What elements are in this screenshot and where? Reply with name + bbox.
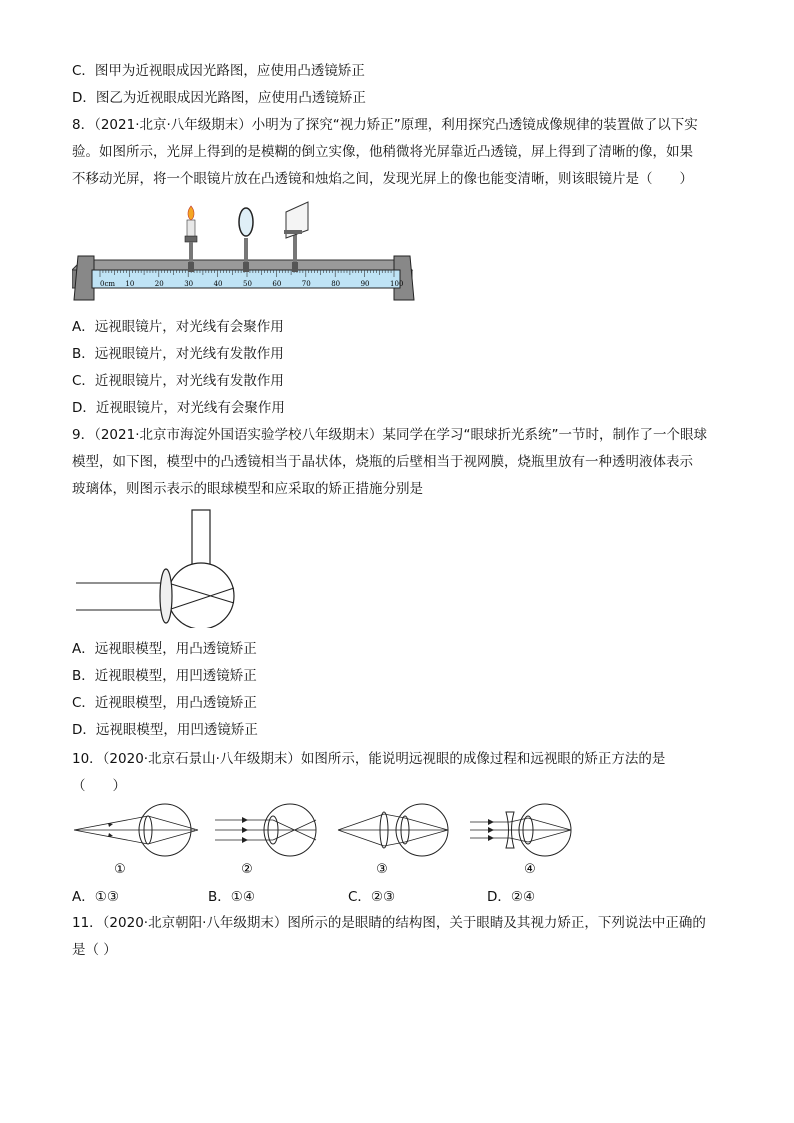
ruler-tick-label: 30: [184, 280, 194, 288]
figure-label-1: ①: [114, 862, 126, 877]
ruler-tick-label: 10: [125, 280, 135, 288]
q8-stem-line2: 验。如图所示，光屏上得到的是模糊的倒立实像，他稍微将光屏靠近凸透镜，屏上得到了清晰的像，如果: [72, 144, 693, 160]
ruler-tick-label: 40: [213, 280, 223, 288]
ruler-tick-label: 80: [331, 280, 341, 288]
q8-option-b: B．远视眼镜片，对光线有发散作用: [72, 346, 284, 362]
eye-diagram-3: [338, 804, 448, 856]
eye-model-figure: [72, 508, 242, 628]
q11-stem-line2: 是（ ）: [72, 942, 117, 958]
ruler-tick-label: 90: [360, 280, 370, 288]
q10-option-c: C．②③: [348, 889, 396, 905]
q7-option-d: D．图乙为近视眼成因光路图，应使用凸透镜矫正: [72, 90, 366, 106]
q9-option-c: C．近视眼模型，用凸透镜矫正: [72, 695, 257, 711]
q7-option-c: C．图甲为近视眼成因光路图，应使用凸透镜矫正: [72, 63, 365, 79]
ruler-tick-label: 20: [154, 280, 164, 288]
eye-diagram-4: [470, 804, 571, 856]
q9-option-d: D．远视眼模型，用凹透镜矫正: [72, 722, 258, 738]
convex-lens: [160, 569, 172, 623]
q9-stem-line1: 9．（2021·北京市海淀外国语实验学校八年级期末）某同学在学习“眼球折光系统”一节时，制作了一个眼球: [72, 427, 707, 443]
q9-stem-line3: 玻璃体，则图示表示的眼球模型和应采取的矫正措施分别是: [72, 481, 423, 497]
q8-stem-line3: 不移动光屏，将一个眼镜片放在凸透镜和烛焰之间，发现光屏上的像也能变清晰，则该眼镜片是（ ）: [72, 171, 693, 187]
ruler-tick-label: 60: [272, 280, 282, 288]
figure-label-4: ④: [524, 862, 536, 877]
q9-stem-line2: 模型，如下图，模型中的凸透镜相当于晶状体，烧瓶的后壁相当于视网膜，烧瓶里放有一种透明液体表示: [72, 454, 693, 470]
convex-lens: [239, 208, 253, 236]
q8-option-c: C．近视眼镜片，对光线有发散作用: [72, 373, 284, 389]
candle-flame: [188, 206, 194, 220]
q11-stem-line1: 11．（2020·北京朝阳·八年级期末）图所示的是眼睛的结构图，关于眼睛及其视力矫正，下列说法中正确的: [72, 915, 706, 931]
candle: [187, 220, 195, 236]
figure-label-3: ③: [376, 862, 388, 877]
eye-diagram-1: [74, 804, 198, 856]
q9-option-b: B．近视眼模型，用凹透镜矫正: [72, 668, 257, 684]
q10-option-b: B．①④: [208, 889, 255, 905]
q10-stem-line1: 10．（2020·北京石景山·八年级期末）如图所示，能说明远视眼的成像过程和远视眼的矫正方法的是: [72, 751, 666, 767]
eye-diagram-2: [215, 804, 316, 856]
optical-bench-figure: [72, 200, 422, 310]
q10-stem-line2: （ ）: [72, 778, 126, 794]
ruler-tick-label: 50: [243, 280, 252, 288]
q10-option-a: A．①③: [72, 889, 119, 905]
flask-bulb: [168, 563, 234, 628]
q8-option-a: A．远视眼镜片，对光线有会聚作用: [72, 319, 284, 335]
eye-diagrams-figure: [70, 800, 580, 880]
ruler-tick-label: 70: [301, 280, 311, 288]
q8-stem-line1: 8．（2021·北京·八年级期末）小明为了探究“视力矫正”原理，利用探究凸透镜成像规律的装置做了以下实: [72, 117, 698, 133]
q8-option-d: D．近视眼镜片，对光线有会聚作用: [72, 400, 285, 416]
ruler-tick-label: 100: [390, 280, 404, 288]
figure-label-2: ②: [241, 862, 253, 877]
ruler-tick-label: 0cm: [100, 280, 116, 288]
q9-option-a: A．远视眼模型，用凸透镜矫正: [72, 641, 257, 657]
q10-option-d: D．②④: [487, 889, 536, 905]
